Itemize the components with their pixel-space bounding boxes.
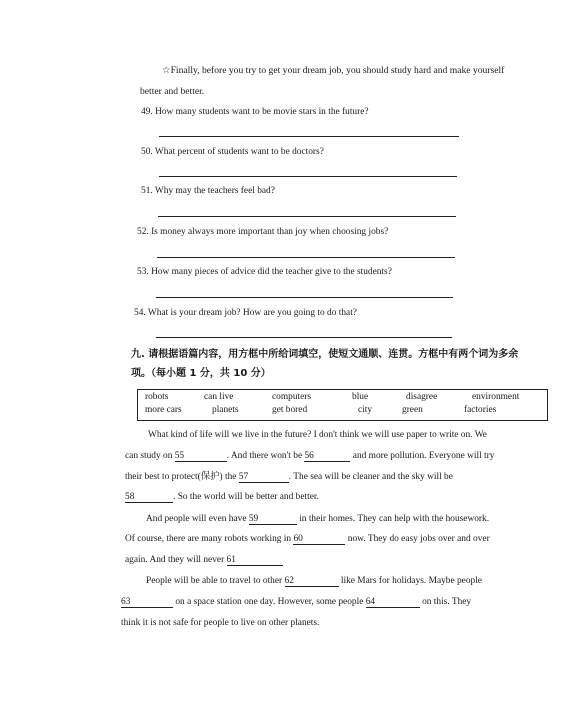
passage-p3-line2: 63 on a space station one day. However, some people 64 on this. They xyxy=(121,597,472,607)
answer-line-51[interactable] xyxy=(158,216,456,217)
answer-line-53[interactable] xyxy=(156,297,453,298)
word-more-cars: more cars xyxy=(145,405,182,415)
question-53 xyxy=(137,268,392,277)
question-text: How many pieces of advice did the teacher give to the students? xyxy=(151,267,392,277)
blank-60[interactable]: 60 xyxy=(293,535,345,545)
question-text: What percent of students want to be doctors? xyxy=(154,147,324,157)
blank-59[interactable]: 59 xyxy=(249,515,297,525)
passage-p1-line1: What kind of life will we live in the future? I don't think we will use paper to write on. We xyxy=(148,430,487,440)
question-number: 49. xyxy=(141,107,153,117)
question-number: 53. xyxy=(137,267,149,277)
word-blue: blue xyxy=(352,392,369,402)
passage-p1-line2: can study on 55 . And there won't be 56 and more pollution. Everyone will try xyxy=(125,451,495,461)
question-51 xyxy=(141,187,275,196)
answer-line-52[interactable] xyxy=(157,257,455,258)
word-disagree: disagree xyxy=(406,392,438,402)
word-can-live: can live xyxy=(204,392,234,402)
passage-p3-line3: think it is not safe for people to live on other planets. xyxy=(121,618,320,628)
blank-57[interactable]: 57 xyxy=(239,473,289,483)
word-planets: planets xyxy=(212,405,239,415)
question-text: Why may the teachers feel bad? xyxy=(154,186,275,196)
question-text: How many students want to be movie stars in the future? xyxy=(155,107,369,117)
blank-62[interactable]: 62 xyxy=(285,577,339,587)
question-text: Is money always more important than joy when choosing jobs? xyxy=(151,227,389,237)
question-number: 51. xyxy=(141,186,153,196)
question-49 xyxy=(141,108,369,117)
question-number: 54. xyxy=(134,308,146,318)
section-title-line-1: 九. 请根据语篇内容，用方框中所给词填空，使短文通顺、连贯。方框中有两个词为多余 xyxy=(131,349,519,360)
passage-p2-line1: And people will even have 59 in their homes. They can help with the housework. xyxy=(146,514,490,524)
question-52 xyxy=(137,228,388,237)
word-green: green xyxy=(402,405,423,415)
answer-line-50[interactable] xyxy=(159,176,457,177)
intro-line-2: better and better. xyxy=(140,86,205,97)
word-city: city xyxy=(358,405,373,415)
answer-line-54[interactable] xyxy=(156,337,452,338)
passage-p1-line4: 58 . So the world will be better and better. xyxy=(125,492,319,502)
section-title-line-2: 项。（每小题 1 分，共 10 分） xyxy=(131,368,271,379)
question-number: 52. xyxy=(137,227,149,237)
answer-line-49[interactable] xyxy=(159,136,459,137)
question-text: What is your dream job? How are you going to do that? xyxy=(147,308,357,318)
word-get-bored: get bored xyxy=(272,405,308,415)
blank-55[interactable]: 55 xyxy=(175,452,227,462)
blank-63[interactable]: 63 xyxy=(121,598,173,608)
blank-56[interactable]: 56 xyxy=(304,452,350,462)
word-box xyxy=(137,389,548,421)
question-number: 50. xyxy=(141,147,153,157)
passage-p3-line1: People will be able to travel to other 62 like Mars for holidays. Maybe people xyxy=(146,576,482,586)
blank-61[interactable]: 61 xyxy=(227,556,283,566)
question-54 xyxy=(134,309,357,318)
word-factories: factories xyxy=(464,405,497,415)
passage-p2-line3: again. And they will never 61 xyxy=(125,556,283,566)
intro-line-1: ☆Finally, before you try to get your dream job, you should study hard and make yourself xyxy=(162,65,505,76)
word-environment: environment xyxy=(472,392,520,402)
passage-p2-line2: Of course, there are many robots working in 60 now. They do easy jobs over and over xyxy=(125,534,490,544)
blank-64[interactable]: 64 xyxy=(366,598,420,608)
blank-58[interactable]: 58 xyxy=(125,493,173,503)
word-robots: robots xyxy=(145,392,169,402)
question-50 xyxy=(141,148,324,157)
passage-p1-line3: their best to protect(保护) the 57 . The sea will be cleaner and the sky will be xyxy=(125,472,453,482)
word-computers: computers xyxy=(272,392,312,402)
